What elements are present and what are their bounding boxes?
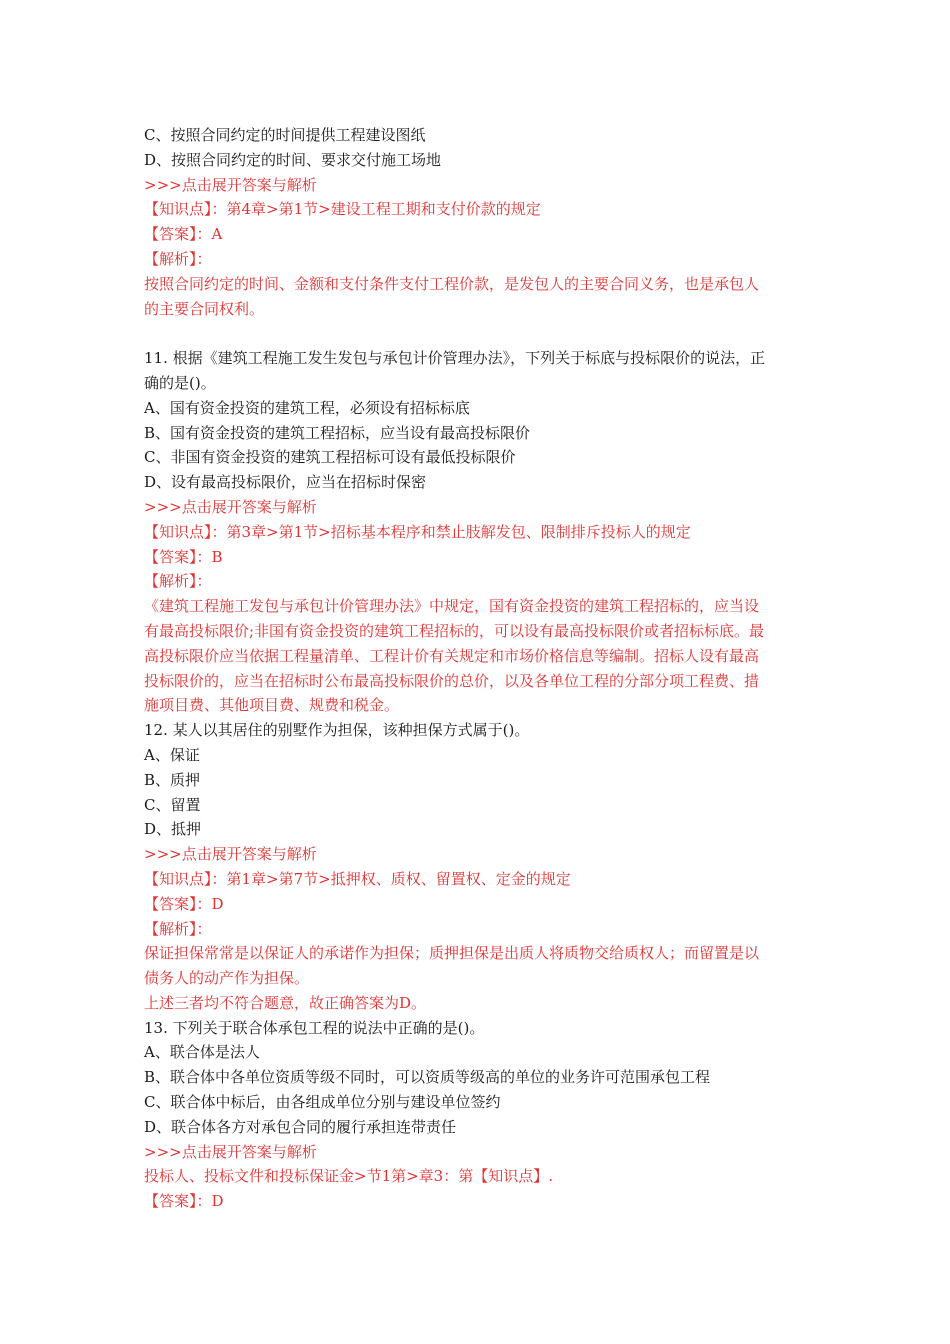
option-c: C、按照合同约定的时间提供工程建设图纸 bbox=[144, 126, 426, 144]
option-d: D、联合体各方对承包合同的履行承担连带责任 bbox=[144, 1117, 457, 1136]
knowledge-point: 【知识点】：第3章>第1节>招标基本程序和禁止肢解发包、限制排斥投标人的规定 bbox=[144, 522, 691, 541]
analysis-text: 上述三者均不符合题意，故正确答案为D。 bbox=[144, 993, 427, 1012]
analysis-text: 施项目费、其他项目费、规费和税金。 bbox=[144, 696, 400, 715]
knowledge-point: 投标人、投标文件和投标保证金>节1第>章3：第【知识点】. bbox=[144, 1167, 553, 1186]
question-stem: 确的是()。 bbox=[144, 373, 216, 392]
analysis-text: 有最高投标限价;非国有资金投资的建筑工程招标的，可以设有最高投标限价或者招标标底。最 bbox=[144, 621, 765, 640]
analysis-label: 【解析】： bbox=[144, 919, 212, 938]
analysis-text: 的主要合同权利。 bbox=[144, 299, 265, 318]
option-d: D、按照合同约定的时间、要求交付施工场地 bbox=[144, 150, 442, 169]
option-a: A、国有资金投资的建筑工程，必须设有招标标底 bbox=[144, 398, 470, 417]
expand-answer-link[interactable]: >>>点击展开答案与解析 bbox=[144, 175, 317, 194]
option-b: B、联合体中各单位资质等级不同时，可以资质等级高的单位的业务许可范围承包工程 bbox=[144, 1068, 711, 1087]
analysis-text: 《建筑工程施工发包与承包计价管理办法》中规定，国有资金投资的建筑工程招标的，应当设 bbox=[144, 597, 760, 616]
spacer bbox=[144, 321, 808, 346]
expand-answer-link[interactable]: >>>点击展开答案与解析 bbox=[144, 845, 317, 864]
option-d: D、抵押 bbox=[144, 820, 202, 839]
question-stem: 11. 根据《建筑工程施工发生发包与承包计价管理办法》，下列关于标底与投标限价的说法，正 bbox=[144, 349, 766, 368]
analysis-text: 高投标限价应当依据工程量清单、工程计价有关规定和市场价格信息等编制。招标人设有最高 bbox=[144, 646, 760, 665]
answer: 【答案】：B bbox=[144, 547, 223, 566]
answer: 【答案】：A bbox=[144, 225, 223, 244]
analysis-text: 债务人的动产作为担保。 bbox=[144, 969, 310, 988]
option-b: B、国有资金投资的建筑工程招标，应当设有最高投标限价 bbox=[144, 423, 531, 442]
question-stem: 13. 下列关于联合体承包工程的说法中正确的是()。 bbox=[144, 1018, 485, 1037]
knowledge-point: 【知识点】：第1章>第7节>抵押权、质权、留置权、定金的规定 bbox=[144, 869, 571, 888]
analysis-label: 【解析】： bbox=[144, 572, 212, 591]
option-a: A、联合体是法人 bbox=[144, 1043, 260, 1062]
option-c: C、非国有资金投资的建筑工程招标可设有最低投标限价 bbox=[144, 448, 516, 467]
expand-answer-link[interactable]: >>>点击展开答案与解析 bbox=[144, 497, 317, 516]
option-c: C、留置 bbox=[144, 795, 201, 814]
knowledge-point: 【知识点】：第4章>第1节>建设工程工期和支付价款的规定 bbox=[144, 200, 541, 219]
expand-answer-link[interactable]: >>>点击展开答案与解析 bbox=[144, 1142, 317, 1161]
analysis-label: 【解析】： bbox=[144, 249, 212, 268]
option-b: B、质押 bbox=[144, 770, 201, 789]
option-c: C、联合体中标后，由各组成单位分别与建设单位签约 bbox=[144, 1093, 501, 1112]
analysis-text: 按照合同约定的时间、金额和支付条件支付工程价款，是发包人的主要合同义务，也是承包人 bbox=[144, 274, 760, 293]
answer: 【答案】：D bbox=[144, 894, 224, 913]
answer: 【答案】：D bbox=[144, 1192, 224, 1211]
analysis-text: 投标限价的，应当在招标时公布最高投标限价的总价，以及各单位工程的分部分项工程费、措 bbox=[144, 671, 760, 690]
option-d: D、设有最高投标限价，应当在招标时保密 bbox=[144, 473, 427, 492]
option-a: A、保证 bbox=[144, 745, 200, 764]
question-stem: 12. 某人以其居住的别墅作为担保，该种担保方式属于()。 bbox=[144, 721, 530, 740]
document-content bbox=[144, 123, 808, 1214]
analysis-text: 保证担保常常是以保证人的承诺作为担保；质押担保是出质人将质物交给质权人；而留置是以 bbox=[144, 944, 760, 963]
